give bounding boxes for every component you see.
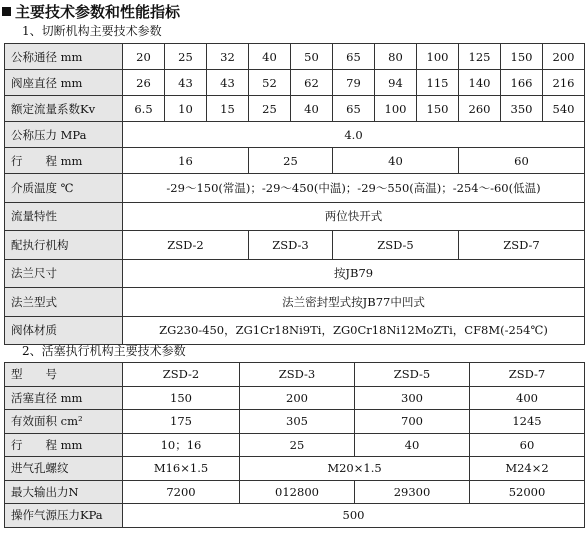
row-label: 法兰尺寸 — [5, 259, 123, 288]
table-cell: M16×1.5 — [123, 457, 240, 481]
row-label: 有效面积 cm² — [5, 410, 123, 434]
table-cell: 6.5 — [123, 96, 165, 122]
table-row — [5, 480, 585, 504]
table-cell: M20×1.5 — [240, 457, 470, 481]
table-cell: 540 — [543, 96, 585, 122]
table-cell: 16 — [123, 148, 249, 174]
row-label: 阀座直径 mm — [5, 70, 123, 96]
table-row — [5, 148, 585, 174]
table-cell: 40 — [249, 44, 291, 70]
table-cell: 法兰密封型式按JB77中凹式 — [123, 288, 585, 317]
table-cell: 175 — [123, 410, 240, 434]
table-cell: 25 — [249, 148, 333, 174]
shutoff-mechanism-table — [4, 43, 585, 345]
table-cell: 29300 — [355, 480, 470, 504]
table-cell: 按JB79 — [123, 259, 585, 288]
table-cell: 65 — [333, 44, 375, 70]
table-cell: 012800 — [240, 480, 355, 504]
table-cell: 700 — [355, 410, 470, 434]
table-cell: 26 — [123, 70, 165, 96]
table-cell: 4.0 — [123, 122, 585, 148]
table-row — [5, 363, 585, 387]
table-cell: 79 — [333, 70, 375, 96]
table-cell: ZSD-2 — [123, 231, 249, 260]
table-cell: 400 — [470, 386, 585, 410]
table-row — [5, 410, 585, 434]
table-cell: ZSD-5 — [355, 363, 470, 387]
row-label: 行 程 mm — [5, 433, 123, 457]
row-label: 最大输出力N — [5, 480, 123, 504]
table-row — [5, 96, 585, 122]
row-label: 流量特性 — [5, 202, 123, 231]
table-cell: 15 — [207, 96, 249, 122]
table-cell: 150 — [501, 44, 543, 70]
table-cell: 25 — [165, 44, 207, 70]
table-cell: 25 — [249, 96, 291, 122]
table-cell: ZSD-3 — [249, 231, 333, 260]
table-cell: 52000 — [470, 480, 585, 504]
table-cell: 43 — [207, 70, 249, 96]
table-cell: 7200 — [123, 480, 240, 504]
table-cell: M24×2 — [470, 457, 585, 481]
table-cell: 216 — [543, 70, 585, 96]
row-label: 额定流量系数Kv — [5, 96, 123, 122]
table-cell: 300 — [355, 386, 470, 410]
row-label: 介质温度 ℃ — [5, 174, 123, 203]
table-cell: 43 — [165, 70, 207, 96]
table-cell: ZSD-5 — [333, 231, 459, 260]
table-cell: 40 — [355, 433, 470, 457]
row-label: 型 号 — [5, 363, 123, 387]
table-cell: 62 — [291, 70, 333, 96]
table-cell: 32 — [207, 44, 249, 70]
table-cell: 40 — [333, 148, 459, 174]
table-row — [5, 70, 585, 96]
table-cell: ZG230-450，ZG1Cr18Ni9Ti，ZG0Cr18Ni12MoZTi，CF8M(-254℃) — [123, 316, 585, 345]
page-heading-text: 主要技术参数和性能指标 — [15, 3, 181, 21]
table-cell: 150 — [123, 386, 240, 410]
table-cell: 65 — [333, 96, 375, 122]
table-cell: 10；16 — [123, 433, 240, 457]
table-cell: 166 — [501, 70, 543, 96]
table-cell: 115 — [417, 70, 459, 96]
table-cell: 1245 — [470, 410, 585, 434]
table-cell: ZSD-7 — [459, 231, 585, 260]
table-cell: 80 — [375, 44, 417, 70]
table-cell: 100 — [375, 96, 417, 122]
table-cell: 40 — [291, 96, 333, 122]
table-cell: 500 — [123, 504, 585, 528]
table-row — [5, 457, 585, 481]
row-label: 公称压力 MPa — [5, 122, 123, 148]
table-cell: -29～150(常温)；-29～450(中温)；-29～550(高温)；-254～-60(低温) — [123, 174, 585, 203]
table-cell: ZSD-3 — [240, 363, 355, 387]
piston-actuator-table — [4, 362, 585, 528]
table-cell: 125 — [459, 44, 501, 70]
table-cell: 350 — [501, 96, 543, 122]
table-cell: 10 — [165, 96, 207, 122]
table-cell: 150 — [417, 96, 459, 122]
table-cell: 52 — [249, 70, 291, 96]
table-row — [5, 202, 585, 231]
table-cell: 305 — [240, 410, 355, 434]
table-cell: 200 — [543, 44, 585, 70]
table-row — [5, 433, 585, 457]
table-cell: 50 — [291, 44, 333, 70]
table-row — [5, 504, 585, 528]
row-label: 公称通径 mm — [5, 44, 123, 70]
section1-title: 1、切断机构主要技术参数 — [22, 24, 162, 38]
table-row — [5, 231, 585, 260]
table-cell: ZSD-7 — [470, 363, 585, 387]
table-row — [5, 386, 585, 410]
table-cell: 260 — [459, 96, 501, 122]
table-cell: 两位快开式 — [123, 202, 585, 231]
table-row — [5, 316, 585, 345]
section2-title: 2、活塞执行机构主要技术参数 — [22, 344, 186, 358]
table-cell: 200 — [240, 386, 355, 410]
table-cell: 60 — [470, 433, 585, 457]
table-row — [5, 288, 585, 317]
table-cell: ZSD-2 — [123, 363, 240, 387]
row-label: 操作气源压力KPa — [5, 504, 123, 528]
table-cell: 140 — [459, 70, 501, 96]
table-row — [5, 122, 585, 148]
table-cell: 100 — [417, 44, 459, 70]
page-heading — [2, 2, 180, 22]
table-cell: 94 — [375, 70, 417, 96]
row-label: 活塞直径 mm — [5, 386, 123, 410]
row-label: 进气孔螺纹 — [5, 457, 123, 481]
table-row — [5, 174, 585, 203]
table-cell: 60 — [459, 148, 585, 174]
row-label: 配执行机构 — [5, 231, 123, 260]
table-row — [5, 44, 585, 70]
table-cell: 25 — [240, 433, 355, 457]
table-cell: 20 — [123, 44, 165, 70]
square-bullet-icon — [2, 7, 11, 16]
table-row — [5, 259, 585, 288]
row-label: 行 程 mm — [5, 148, 123, 174]
row-label: 法兰型式 — [5, 288, 123, 317]
row-label: 阀体材质 — [5, 316, 123, 345]
